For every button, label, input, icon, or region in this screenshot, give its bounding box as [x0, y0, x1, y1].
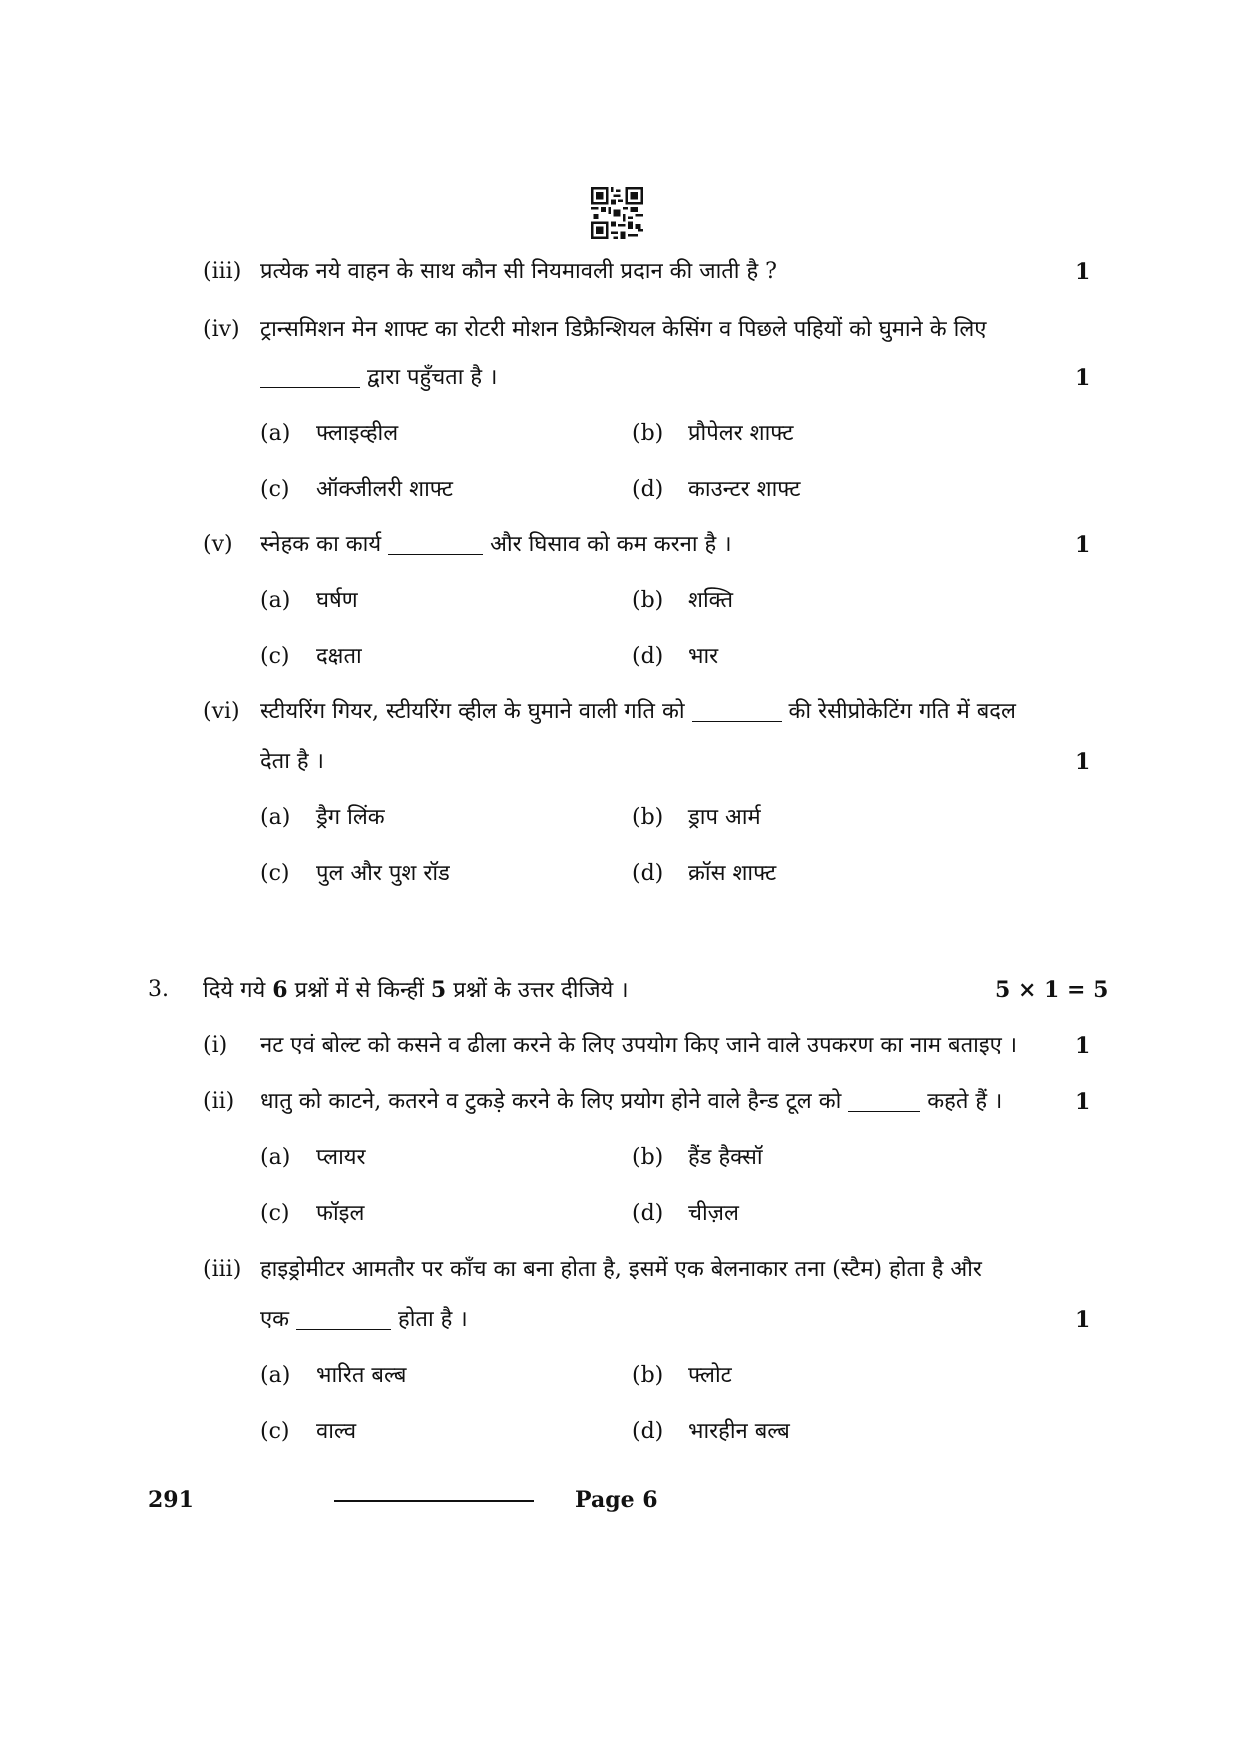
option-text: हैंड हैक्सॉ: [688, 1145, 763, 1170]
question-marks: 1: [1075, 1307, 1091, 1333]
option-text: वाल्व: [316, 1419, 357, 1444]
question-marks: 1: [1075, 259, 1091, 285]
option-label: (b): [632, 1145, 664, 1170]
options-row: [0, 1412, 1241, 1452]
answer-blank: [692, 721, 782, 722]
option-label: (a): [260, 588, 291, 613]
paper-code: 291: [148, 1487, 194, 1513]
question-number: (iv): [203, 317, 240, 342]
option-label: (c): [260, 1201, 290, 1226]
answer-blank: [296, 1329, 391, 1330]
options-row: [0, 1194, 1241, 1234]
question-number: (v): [203, 532, 233, 557]
options-row: [0, 414, 1241, 454]
question-number: (iii): [203, 1257, 242, 1282]
option-text: भार: [688, 644, 719, 669]
question-text: धातु को काटने, कतरने व टुकड़े करने के लिए प्रयोग होने वाले हैन्ड टूल को कहते हैं ।: [260, 1089, 1003, 1114]
options-row: [0, 637, 1241, 677]
option-text: ड्रैग लिंक: [316, 805, 385, 830]
question-text: ट्रान्समिशन मेन शाफ्ट का रोटरी मोशन डिफ्रैन्शियल केसिंग व पिछले पहियों को घुमाने के लिए: [260, 317, 987, 342]
options-row: [0, 1356, 1241, 1396]
qr-code-icon: [591, 187, 643, 239]
question-text: हाइड्रोमीटर आमतौर पर काँच का बना होता है, इसमें एक बेलनाकार तना (स्टैम) होता है और: [260, 1257, 982, 1282]
question-iv-line2: [0, 358, 1241, 398]
question-v: [0, 525, 1241, 565]
options-row: [0, 470, 1241, 510]
option-label: (b): [632, 588, 664, 613]
option-text: भारहीन बल्ब: [688, 1419, 790, 1444]
option-label: (c): [260, 861, 290, 886]
question-iii: [0, 252, 1241, 292]
option-label: (b): [632, 1363, 664, 1388]
option-text: प्रौपेलर शाफ्ट: [688, 421, 794, 446]
question-marks: 5 × 1 = 5: [995, 977, 1109, 1003]
question-text-cont: देता है ।: [260, 749, 324, 774]
option-label: (a): [260, 805, 291, 830]
question-vi-line2: [0, 742, 1241, 782]
option-text: फ्लोट: [688, 1363, 732, 1388]
option-label: (a): [260, 1363, 291, 1388]
question-text: दिये गये 6 प्रश्नों में से किन्हीं 5 प्रश्नों के उत्तर दीजिये ।: [203, 977, 629, 1003]
option-label: (a): [260, 1145, 291, 1170]
option-label: (d): [632, 1201, 664, 1226]
question-3-ii: [0, 1082, 1241, 1122]
option-label: (a): [260, 421, 291, 446]
answer-blank: [388, 554, 483, 555]
options-row: [0, 854, 1241, 894]
question-3-iii-line1: [0, 1250, 1241, 1290]
answer-blank: [260, 387, 360, 388]
question-number: 3.: [148, 977, 169, 1002]
option-text: दक्षता: [316, 644, 362, 669]
option-label: (c): [260, 644, 290, 669]
option-text: पुल और पुश रॉड: [316, 861, 450, 886]
option-text: चीज़ल: [688, 1201, 739, 1226]
option-label: (b): [632, 421, 664, 446]
option-label: (d): [632, 644, 664, 669]
question-marks: 1: [1075, 749, 1091, 775]
answer-blank: [848, 1111, 920, 1112]
question-3-iii-line2: [0, 1300, 1241, 1340]
question-text-cont: एक होता है ।: [260, 1307, 468, 1332]
option-text: फ्लाइव्हील: [316, 421, 399, 446]
option-label: (d): [632, 861, 664, 886]
footer-divider: [334, 1500, 534, 1502]
question-marks: 1: [1075, 365, 1091, 391]
option-text: शक्ति: [688, 588, 733, 613]
question-marks: 1: [1075, 1089, 1091, 1115]
option-label: (d): [632, 1419, 664, 1444]
question-number: (iii): [203, 259, 242, 284]
question-number: (vi): [203, 699, 240, 724]
option-label: (b): [632, 805, 664, 830]
question-text-cont: द्वारा पहुँचता है ।: [260, 358, 497, 398]
question-3-header: [0, 970, 1241, 1010]
page-number: Page 6: [575, 1487, 658, 1513]
question-text: नट एवं बोल्ट को कसने व ढीला करने के लिए उपयोग किए जाने वाले उपकरण का नाम बताइए ।: [260, 1033, 1018, 1058]
question-vi-line1: [0, 692, 1241, 732]
question-marks: 1: [1075, 1033, 1091, 1059]
option-text: फॉइल: [316, 1201, 365, 1226]
question-3-i: [0, 1026, 1241, 1066]
question-number: (ii): [203, 1089, 235, 1114]
option-text: ऑक्जीलरी शाफ्ट: [316, 477, 453, 502]
option-label: (c): [260, 477, 290, 502]
question-marks: 1: [1075, 532, 1091, 558]
question-iv-line1: [0, 310, 1241, 350]
option-text: काउन्टर शाफ्ट: [688, 477, 801, 502]
question-text: स्नेहक का कार्य और घिसाव को कम करना है ।: [260, 532, 732, 557]
option-text: घर्षण: [316, 588, 358, 613]
option-text: क्रॉस शाफ्ट: [688, 861, 777, 886]
question-text: स्टीयरिंग गियर, स्टीयरिंग व्हील के घुमाने वाली गति को की रेसीप्रोकेटिंग गति में बदल: [260, 699, 1016, 724]
question-number: (i): [203, 1033, 228, 1058]
options-row: [0, 1138, 1241, 1178]
option-label: (c): [260, 1419, 290, 1444]
question-text: प्रत्येक नये वाहन के साथ कौन सी नियमावली प्रदान की जाती है ?: [260, 259, 777, 284]
options-row: [0, 798, 1241, 838]
option-text: ड्राप आर्म: [688, 805, 761, 830]
options-row: [0, 581, 1241, 621]
option-label: (d): [632, 477, 664, 502]
option-text: भारित बल्ब: [316, 1363, 407, 1388]
option-text: प्लायर: [316, 1145, 366, 1170]
page-footer: [0, 1480, 1241, 1520]
